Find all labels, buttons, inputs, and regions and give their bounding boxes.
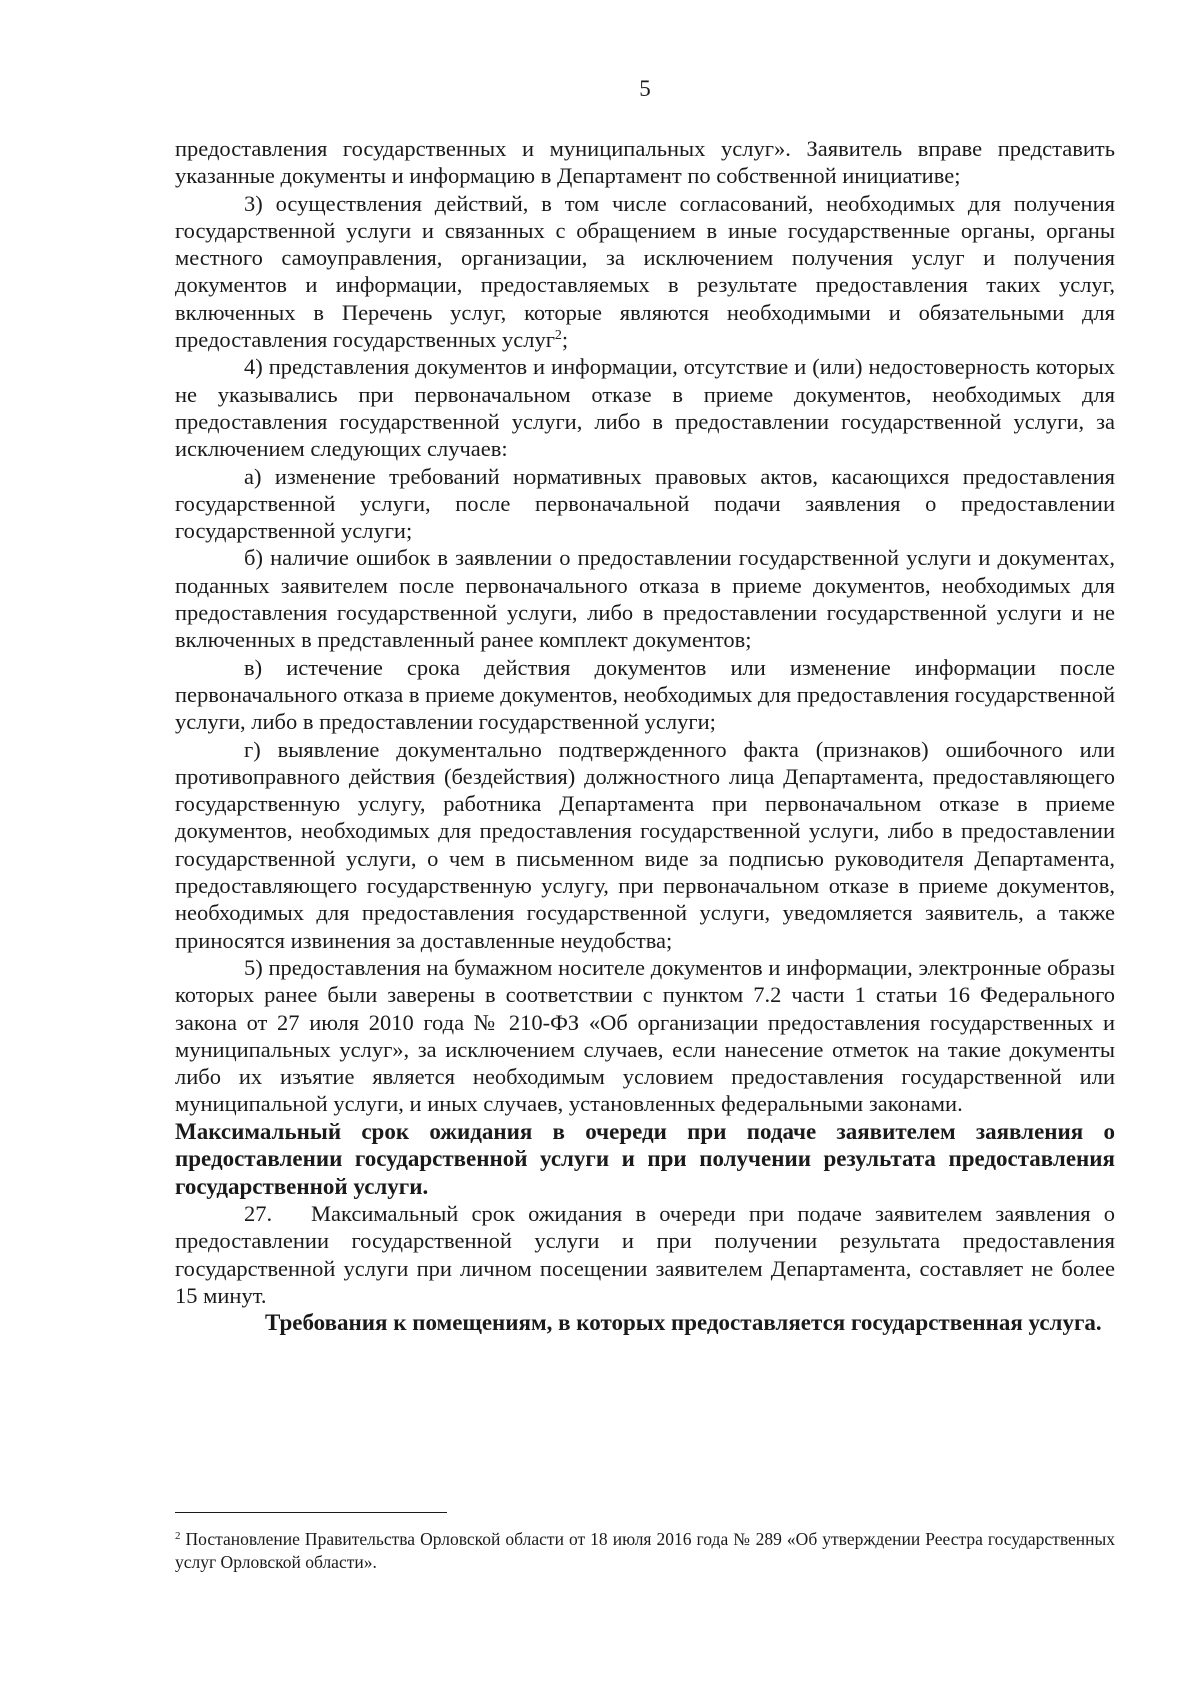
- paragraph-item-3-text: 3) осуществления действий, в том числе согласований, необходимых для получения государственной услуги и связанных с обращением в иные государственные органы, органы местного самоуправления, организации, за исключением получения услуг и получения документов и информации, предоставляемых в результате предоставления таких услуг, включенных в Перечень услуг, которые являются необходимыми и обязательными для предоставления государственных услуг: [175, 190, 1115, 353]
- paragraph-item-3: [175, 190, 1115, 354]
- section-27: [175, 1200, 1115, 1309]
- footnote: [175, 1528, 1115, 1574]
- paragraph-item-5: 5) предоставления на бумажном носителе документов и информации, электронные образы которых ранее были заверены в соответствии с пунктом 7.2 части 1 статьи 16 Федерального закона от 27 июля 2010 года № 210-ФЗ «Об организации предоставления государственных и муниципальных услуг», за исключением случаев, если нанесение отметок на такие документы либо их изъятие является необходимым условием предоставления государственной или муниципальной услуги, и иных случаев, установленных федеральными законами.: [175, 954, 1115, 1117]
- footnote-text: Постановление Правительства Орловской области от 18 июля 2016 года № 289 «Об утверждении Реестра государственных услуг Орловской области».: [175, 1529, 1115, 1572]
- paragraph-item-4: 4) представления документов и информации, отсутствие и (или) недостоверность которых не указывались при первоначальном отказе в приеме документов, необходимых для предоставления государственной услуги, либо в предоставлении государственной услуги, за исключением следующих случаев:: [175, 354, 1115, 462]
- section-27-text: Максимальный срок ожидания в очереди при подаче заявителем заявления о предоставлении государственной услуги и при получении результата предоставления государственной услуги при личном посещении заявителем Департамента, составляет не более 15 минут.: [175, 1201, 1115, 1309]
- paragraph-item-g: г) выявление документально подтвержденного факта (признаков) ошибочного или противоправного действия (бездействия) должностного лица Департамента, предоставляющего государственную услугу, работника Департамента при первоначальном отказе в приеме документов, необходимых для предоставления государственной услуги, либо в предоставлении государственной услуги, о чем в письменном виде за подписью руководителя Департамента, предоставляющего государственную услугу, при первоначальном отказе в приеме документов, необходимых для предоставления государственной услуги, уведомляется заявитель, а также приносятся извинения за доставленные неудобства;: [175, 736, 1115, 953]
- paragraph-item-a: а) изменение требований нормативных правовых актов, касающихся предоставления государственной услуги, после первоначальной подачи заявления о предоставлении государственной услуги;: [175, 463, 1115, 544]
- footnote-reference: 2: [554, 328, 562, 344]
- section-27-number: 27.: [244, 1201, 273, 1227]
- paragraph-continuation: предоставления государственных и муниципальных услуг». Заявитель вправе представить указанные документы и информацию в Департамент по собственной инициативе;: [175, 136, 1115, 189]
- footnote-separator: [175, 1512, 447, 1513]
- paragraph-item-3-suffix: ;: [561, 327, 569, 353]
- document-body: [175, 135, 1115, 1337]
- paragraph-item-v: в) истечение срока действия документов или изменение информации после первоначального отказа в приеме документов, необходимых для предоставления государственной услуги, либо в предоставлении государственной услуги;: [175, 654, 1115, 735]
- footnote-marker: 2: [175, 1530, 181, 1542]
- page-number: 5: [639, 76, 651, 101]
- section-heading-queue-time: Максимальный срок ожидания в очереди при подаче заявителем заявления о предоставлении государственной услуги и при получении результата предоставления государственной услуги.: [175, 1118, 1115, 1199]
- paragraph-item-b: б) наличие ошибок в заявлении о предоставлении государственной услуги и документах, поданных заявителем после первоначального отказа в приеме документов, необходимых для предоставления государственной услуги, либо в предоставлении государственной услуги и не включенных в представленный ранее комплект документов;: [175, 545, 1115, 653]
- section-heading-premises: Требования к помещениям, в которых предоставляется государственная услуга.: [265, 1310, 1102, 1336]
